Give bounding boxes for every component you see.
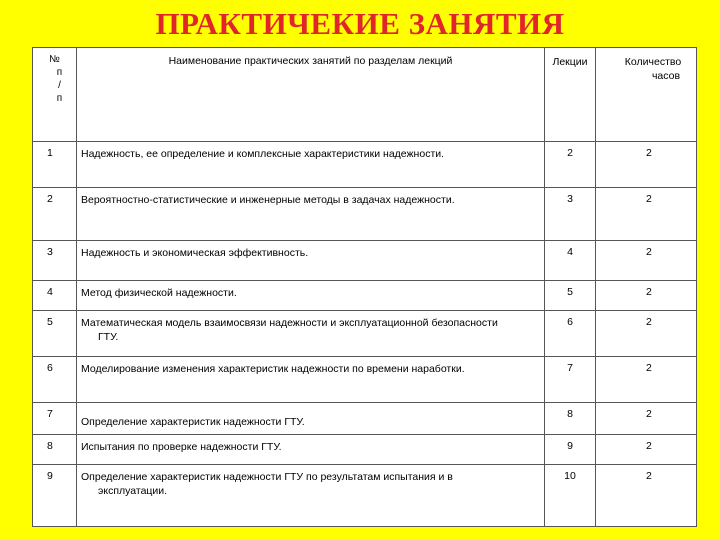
- row-number: 6: [33, 357, 77, 403]
- header-num-line: /: [58, 80, 61, 91]
- row-name-text: Определение характеристик надежности ГТУ.: [81, 416, 305, 428]
- table-row: [33, 188, 697, 241]
- practical-lessons-table: [32, 47, 697, 527]
- table-row: [33, 142, 697, 188]
- table-row: [33, 435, 697, 465]
- header-hours-line2: часов: [651, 70, 681, 82]
- row-hours: 2: [596, 357, 697, 403]
- row-name: [77, 311, 545, 357]
- row-number: 4: [33, 281, 77, 311]
- row-lecture: 2: [545, 142, 596, 188]
- column-header-lecture: Лекции: [545, 48, 596, 142]
- row-number: 2: [33, 188, 77, 241]
- row-name-continuation: ГТУ.: [98, 331, 119, 343]
- row-lecture: 4: [545, 241, 596, 281]
- column-header-name: Наименование практических занятий по разделам лекций: [77, 48, 545, 142]
- row-hours: 2: [596, 281, 697, 311]
- row-lecture: 8: [545, 403, 596, 435]
- row-number: 9: [33, 465, 77, 527]
- table-row: [33, 403, 697, 435]
- row-hours: 2: [596, 403, 697, 435]
- row-hours: 2: [596, 465, 697, 527]
- row-hours: 2: [596, 142, 697, 188]
- row-name: [77, 403, 545, 435]
- row-name-text: Надежность, ее определение и комплексные характеристики надежности.: [81, 148, 445, 160]
- row-lecture: 10: [545, 465, 596, 527]
- table-row: [33, 311, 697, 357]
- header-num-line: п: [56, 67, 63, 78]
- row-name: [77, 435, 545, 465]
- row-name: [77, 281, 545, 311]
- table-row: [33, 281, 697, 311]
- row-name: [77, 188, 545, 241]
- row-lecture: 9: [545, 435, 596, 465]
- row-number: 3: [33, 241, 77, 281]
- table-row: [33, 357, 697, 403]
- column-header-hours: [596, 48, 697, 142]
- row-number: 7: [33, 403, 77, 435]
- row-lecture: 7: [545, 357, 596, 403]
- row-lecture: 5: [545, 281, 596, 311]
- table-row: [33, 465, 697, 527]
- row-number: 8: [33, 435, 77, 465]
- header-hours-line1: Количество: [624, 56, 682, 68]
- row-name-text: Испытания по проверке надежности ГТУ.: [81, 441, 282, 453]
- table-row: [33, 241, 697, 281]
- row-hours: 2: [596, 435, 697, 465]
- row-lecture: 3: [545, 188, 596, 241]
- row-name-text: Вероятностно-статистические и инженерные методы в задачах надежности.: [81, 194, 455, 206]
- header-num-line: №: [49, 54, 60, 65]
- row-name-text: Метод физической надежности.: [81, 287, 237, 299]
- row-name-text: Моделирование изменения характеристик надежности по времени наработки.: [81, 363, 465, 375]
- row-name-text: Надежность и экономическая эффективность.: [81, 247, 309, 259]
- row-name: [77, 142, 545, 188]
- row-number: 5: [33, 311, 77, 357]
- row-name: [77, 241, 545, 281]
- row-name: [77, 357, 545, 403]
- row-hours: 2: [596, 188, 697, 241]
- row-lecture: 6: [545, 311, 596, 357]
- column-header-number: [33, 48, 77, 142]
- table-header-row: [33, 48, 697, 142]
- page-title: ПРАКТИЧЕКИЕ ЗАНЯТИЯ: [155, 6, 565, 41]
- row-hours: 2: [596, 311, 697, 357]
- row-name-text: Определение характеристик надежности ГТУ по результатам испытания и в: [81, 471, 453, 483]
- row-name: [77, 465, 545, 527]
- row-name-text: Математическая модель взаимосвязи надежности и эксплуатационной безопасности: [81, 317, 498, 329]
- header-num-line: п: [56, 93, 63, 104]
- row-number: 1: [33, 142, 77, 188]
- row-hours: 2: [596, 241, 697, 281]
- row-name-continuation: эксплуатации.: [98, 485, 168, 497]
